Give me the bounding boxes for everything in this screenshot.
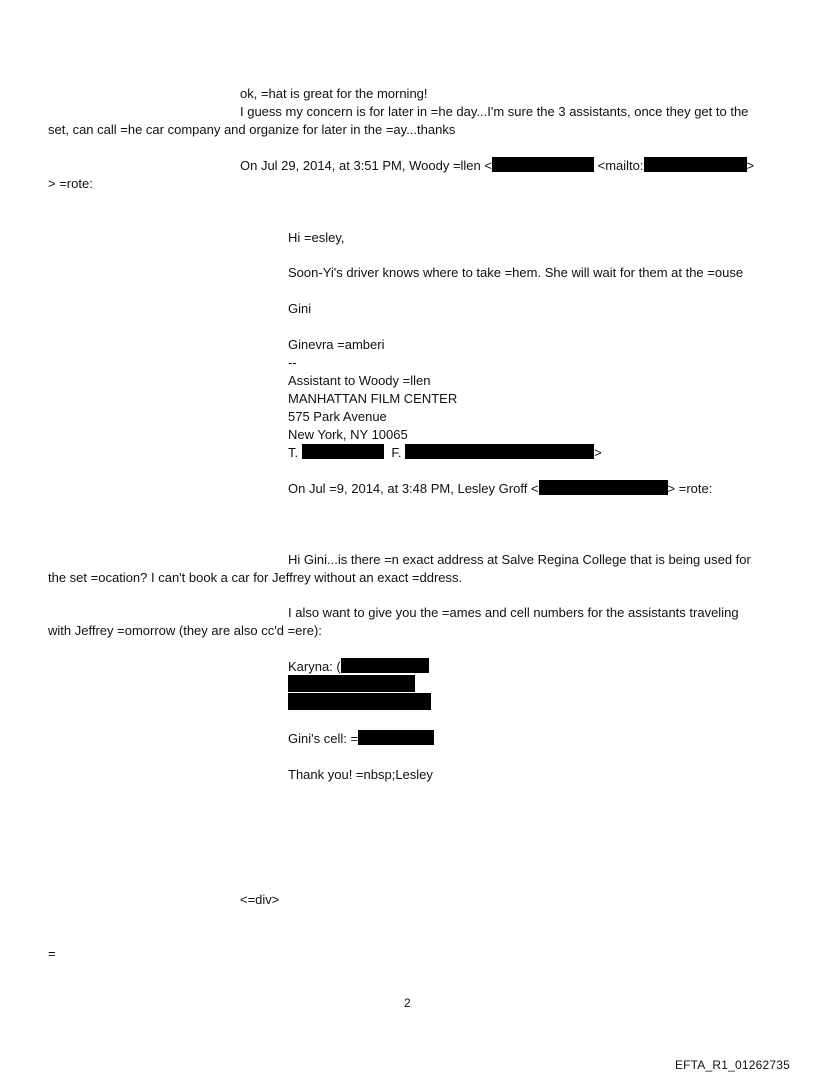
reply-line-2: I guess my concern is for later in =he day...I'm sure the 3 assistants, once they get to the — [240, 104, 749, 119]
quote2-header-tail: > =rote: — [667, 481, 713, 496]
redaction — [288, 693, 431, 710]
quote1-body: Soon-Yi's driver knows where to take =hem. She will wait for them at the =ouse — [288, 265, 744, 280]
gini-cell-line — [288, 730, 434, 748]
quote1-header — [240, 157, 754, 175]
quote1-header-text: On Jul 29, 2014, at 3:51 PM, Woody =llen < — [240, 158, 492, 173]
page-number: 2 — [404, 996, 411, 1010]
signature-phone-fax — [288, 444, 602, 462]
quote2-p1-line2: the set =ocation? I can't book a car for Jeffrey without an exact =ddress. — [48, 570, 463, 585]
redaction — [492, 157, 594, 172]
redaction — [644, 157, 747, 172]
karyna-label: Karyna: ( — [288, 659, 341, 674]
signature-title: Assistant to Woody =llen — [288, 373, 431, 388]
quote1-header-close: > — [746, 158, 755, 173]
karyna-line — [288, 658, 429, 676]
quote2-header-text: On Jul =9, 2014, at 3:48 PM, Lesley Groff < — [288, 481, 539, 496]
quote2-p1-line1: Hi Gini...is there =n exact address at Salve Regina College that is being used for — [288, 552, 751, 567]
redaction — [302, 444, 384, 459]
reply-line-3: set, can call =he car company and organize for later in the =ay...thanks — [48, 122, 456, 137]
signature-address-2: New York, NY 10065 — [288, 427, 408, 442]
quote2-p2-line2: with Jeffrey =omorrow (they are also cc'd =ere): — [48, 623, 322, 638]
signature-close: > — [594, 445, 602, 460]
phone-label: T. — [288, 445, 299, 460]
quote2-header — [288, 480, 712, 498]
redaction — [341, 658, 429, 673]
div-tag-artifact: <=div> — [240, 892, 280, 907]
quote2-thanks: Thank you! =nbsp;Lesley — [288, 767, 433, 782]
signature-name: Ginevra =amberi — [288, 337, 385, 352]
signature-dash: -- — [288, 355, 297, 370]
signature-org: MANHATTAN FILM CENTER — [288, 391, 458, 406]
redaction — [358, 730, 434, 745]
gini-cell-label: Gini's cell: = — [288, 731, 359, 746]
quote1-greeting: Hi =esley, — [288, 230, 345, 245]
redaction — [288, 675, 415, 692]
quote1-header-cont: > =rote: — [48, 176, 93, 191]
fax-label: F. — [391, 445, 402, 460]
reply-line-1: ok, =hat is great for the morning! — [240, 86, 428, 101]
quote1-mailto: <mailto: — [597, 158, 644, 173]
bates-number: EFTA_R1_01262735 — [674, 1058, 790, 1072]
quote1-signoff: Gini — [288, 301, 312, 316]
quote2-p2-line1: I also want to give you the =ames and cell numbers for the assistants traveling — [288, 605, 739, 620]
signature-address-1: 575 Park Avenue — [288, 409, 387, 424]
equals-artifact: = — [48, 946, 56, 961]
redaction — [539, 480, 668, 495]
redaction — [405, 444, 594, 459]
